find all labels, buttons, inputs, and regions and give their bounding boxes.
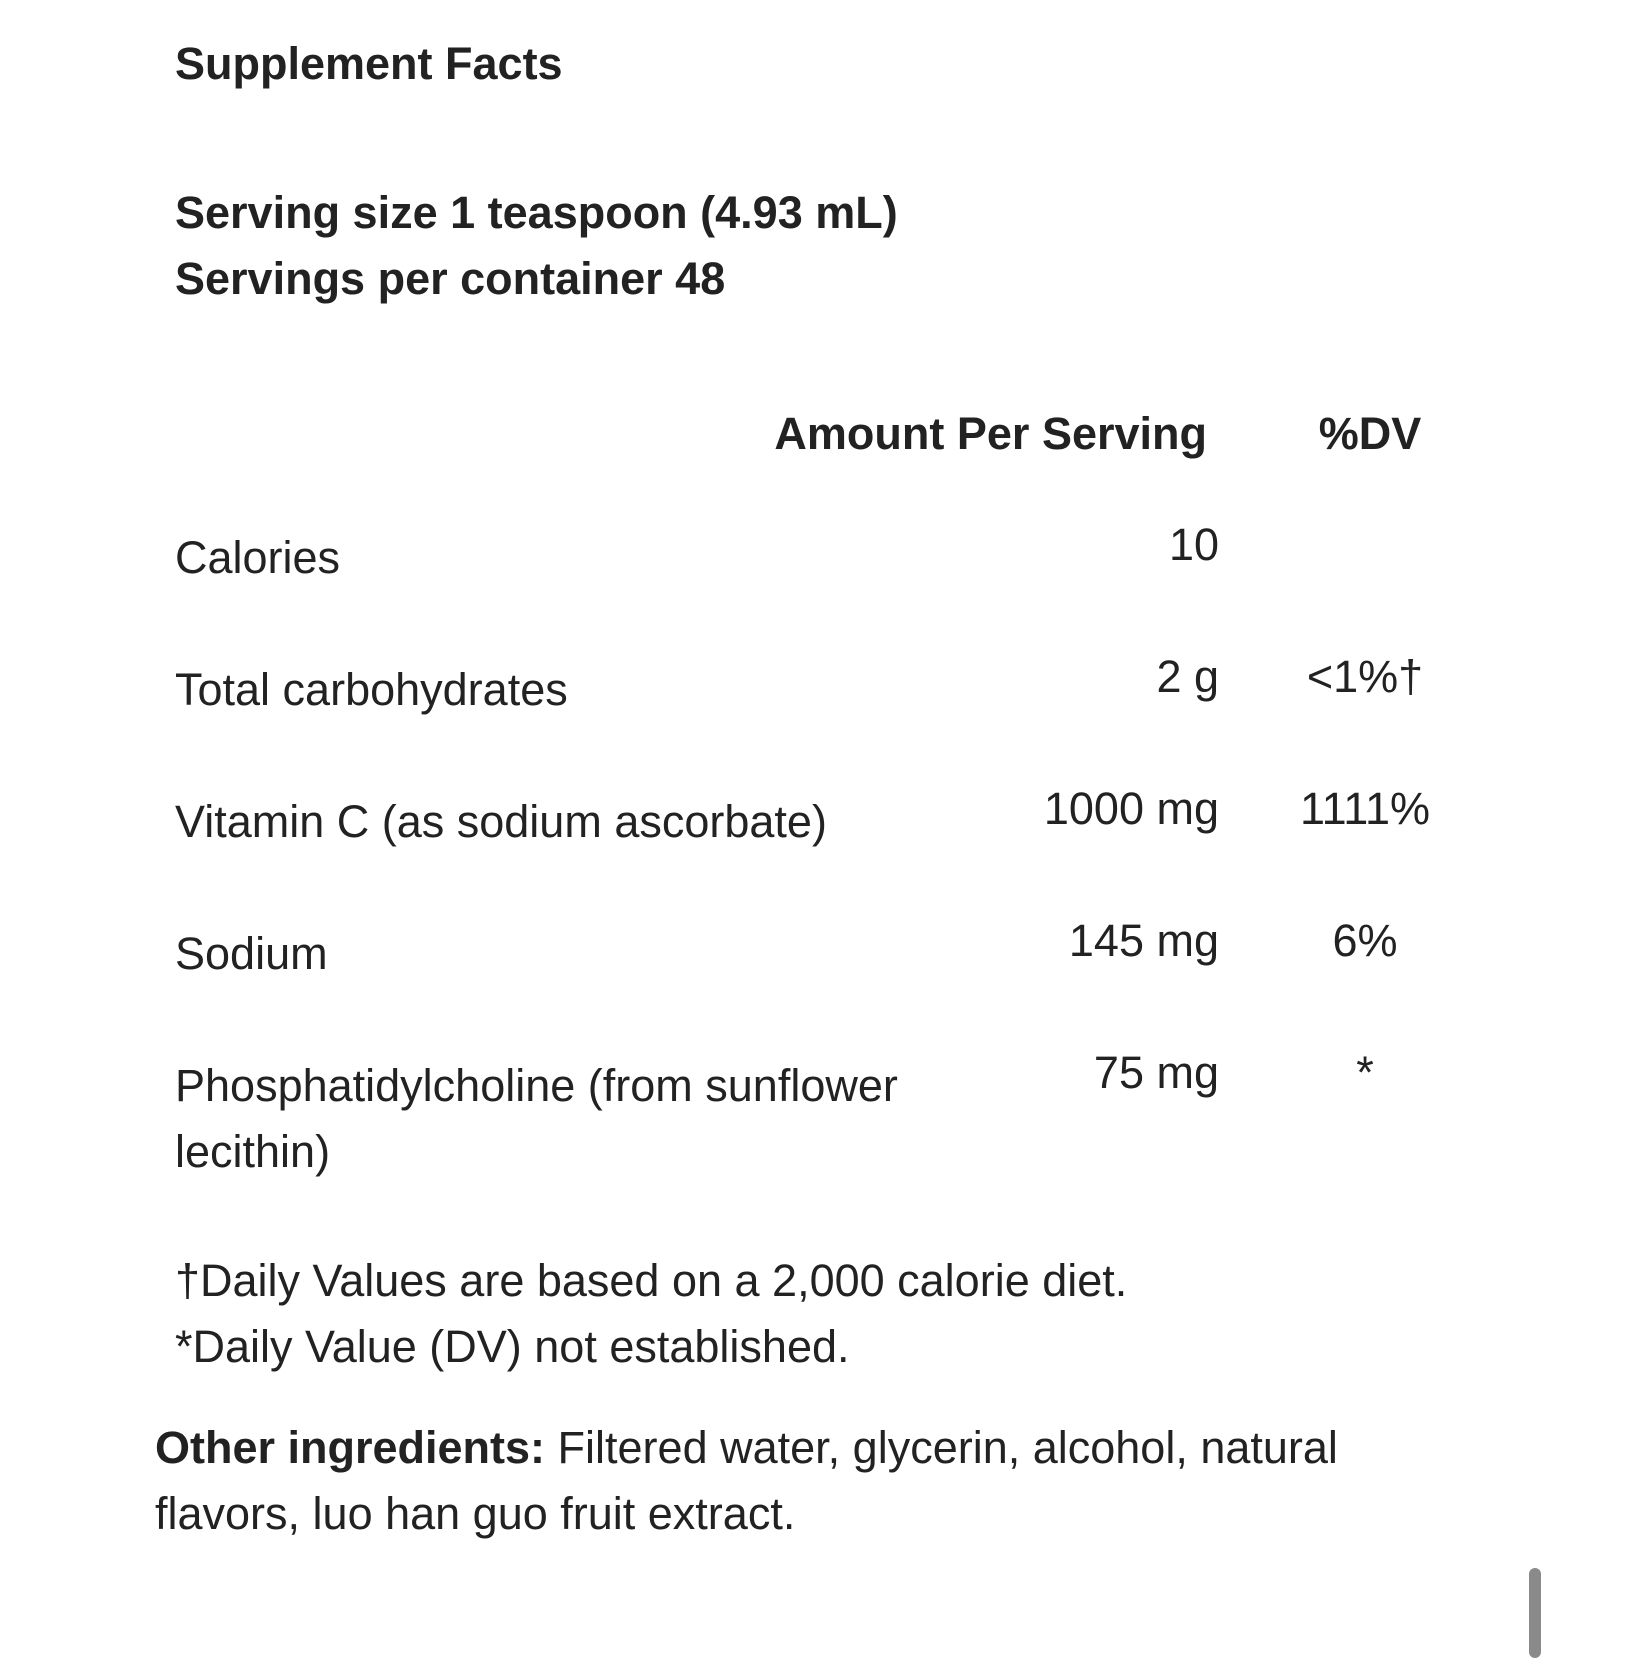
nutrient-amount: 1000 mg (1043, 783, 1219, 834)
nutrient-dv: * (1356, 1047, 1374, 1098)
header-amount-per-serving: Amount Per Serving (774, 408, 1207, 459)
nutrient-name: Calories (175, 532, 341, 583)
nutrient-amount: 10 (1168, 519, 1219, 570)
nutrient-name: Sodium (175, 928, 328, 979)
other-ingredients-label: Other ingredients: (155, 1422, 546, 1473)
footnote-dv-not-established: *Daily Value (DV) not established. (175, 1321, 850, 1372)
servings-per-container: Servings per container 48 (175, 253, 726, 304)
serving-info (175, 180, 898, 312)
nutrient-amount: 2 g (1156, 651, 1219, 702)
footnote-daily-values: †Daily Values are based on a 2,000 calorie diet. (175, 1255, 1128, 1306)
nutrient-dv: 6% (1332, 915, 1398, 966)
other-ingredients (155, 1415, 1415, 1547)
header-daily-value: %DV (1318, 408, 1422, 459)
serving-size: Serving size 1 teaspoon (4.93 mL) (175, 187, 898, 238)
scrollbar-thumb[interactable] (1529, 1568, 1541, 1658)
nutrient-amount: 145 mg (1068, 915, 1219, 966)
nutrient-dv: 1111% (1299, 783, 1431, 834)
nutrient-name: Phosphatidylcholine (from sunflower lecithin) (175, 1060, 898, 1177)
nutrient-name: Total carbohydrates (175, 664, 568, 715)
nutrient-dv: <1%† (1306, 651, 1424, 702)
nutrient-name: Vitamin C (as sodium ascorbate) (175, 796, 827, 847)
footnotes (175, 1248, 1127, 1380)
nutrient-amount: 75 mg (1093, 1047, 1219, 1098)
other-ingredients-text: Filtered water, glycerin, alcohol, natural flavors, luo han guo fruit extract. (155, 1422, 1338, 1539)
page-title: Supplement Facts (175, 38, 563, 89)
